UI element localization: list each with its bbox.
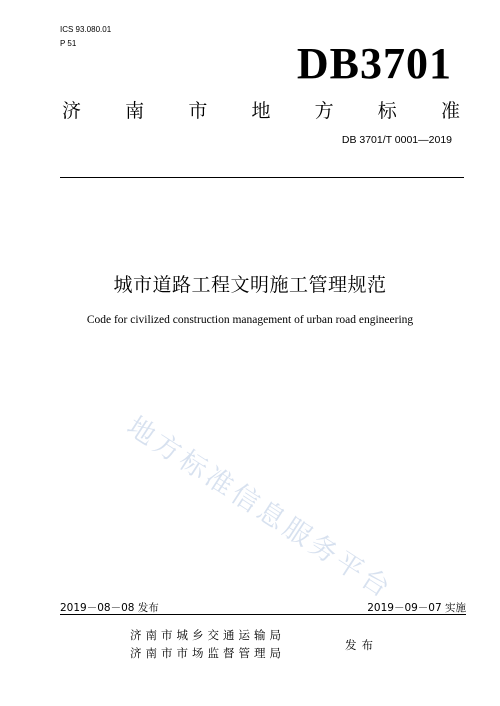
ics-code: ICS 93.080.01: [60, 25, 112, 34]
standard-type-char: 地: [251, 100, 271, 122]
standard-number: DB 3701/T 0001—2019: [341, 134, 452, 146]
standard-type-char: 南: [125, 100, 145, 122]
watermark: 地方标准信息服务平台: [121, 410, 399, 606]
standard-brand-code: DB3701: [296, 39, 452, 88]
standard-type-char: 市: [188, 100, 208, 122]
document-subtitle: Code for civilized construction management of urban road engineering: [86, 314, 414, 326]
standard-type-title: [62, 96, 460, 123]
standard-type-char: 标: [377, 100, 397, 122]
document-title: 城市道路工程文明施工管理规范: [113, 274, 387, 296]
issuer-market-bureau: 济南市市场监督管理局: [130, 646, 285, 660]
issue-date: 2019－08－08 发布: [60, 602, 159, 614]
ccs-code: P 51: [60, 39, 77, 48]
bottom-divider: [60, 614, 466, 615]
standard-type-char: 准: [440, 100, 460, 122]
publish-label: 发布: [345, 638, 378, 652]
issuer-transport-bureau: 济南市城乡交通运输局: [130, 628, 285, 642]
top-divider: [60, 177, 464, 178]
implement-date: 2019－09－07 实施: [367, 602, 466, 614]
standard-type-char: 济: [62, 100, 82, 122]
standard-type-char: 方: [314, 100, 334, 122]
